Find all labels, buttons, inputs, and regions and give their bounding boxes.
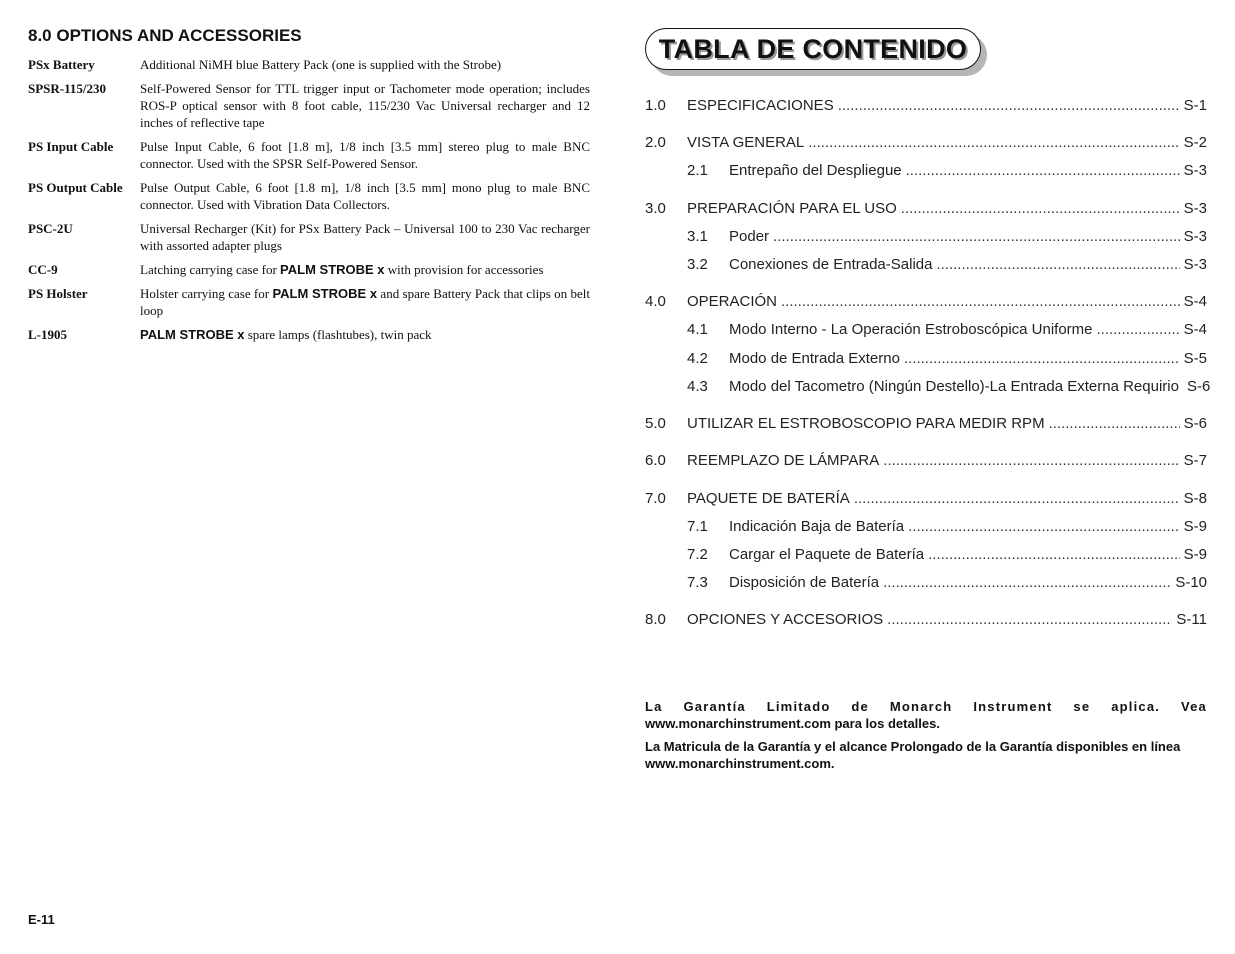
toc-leader-dots: [936, 256, 1179, 273]
toc-entry-page: S-4: [1183, 321, 1207, 338]
warranty-line-1b: www.monarchinstrument.com para los detalles.: [645, 716, 940, 731]
toc-entry-page: S-10: [1175, 574, 1207, 591]
accessory-description: [140, 285, 590, 319]
accessory-name: PSx Battery: [28, 57, 95, 72]
toc-entry-label: Disposición de Batería: [729, 574, 880, 591]
toc-entry-page: S-9: [1183, 546, 1207, 563]
accessory-description: [140, 80, 590, 131]
toc-leader-dots: [906, 162, 1180, 179]
toc-entry-number: 7.1: [687, 518, 708, 535]
toc-entry: [645, 162, 1207, 179]
toc-entry: [645, 97, 1207, 114]
toc-entry-label: Modo Interno - La Operación Estroboscópica Uniforme: [729, 321, 1093, 338]
accessory-desc-text-end: and spare Battery Pack that clips on belt loop: [140, 286, 590, 318]
toc-entry: [645, 546, 1207, 563]
accessories-list: [28, 56, 590, 350]
toc-entry-number: 4.3: [687, 378, 708, 395]
toc-entry-page: S-9: [1183, 518, 1207, 535]
toc-entry-label: PREPARACIÓN PARA EL USO: [687, 200, 897, 217]
toc-entry-page: S-3: [1183, 256, 1207, 273]
toc-entry: [645, 228, 1207, 245]
accessory-row: [28, 80, 590, 131]
toc-entry-label: OPERACIÓN: [687, 293, 778, 310]
toc-leader-dots: [901, 200, 1180, 217]
accessory-desc-text: Additional NiMH blue Battery Pack (one is supplied with the Strobe): [140, 57, 502, 72]
toc-entry-page: S-8: [1183, 490, 1207, 507]
toc-entry-number: 3.1: [687, 228, 708, 245]
toc-entry-page: S-6: [1186, 378, 1211, 395]
section-title: 8.0 OPTIONS AND ACCESSORIES: [28, 26, 302, 45]
toc-title-box: [645, 28, 981, 70]
toc-entry-number: 5.0: [645, 415, 666, 432]
toc-entry-label: UTILIZAR EL ESTROBOSCOPIO PARA MEDIR RPM: [687, 415, 1045, 432]
accessory-description: [140, 138, 590, 172]
accessory-desc-text: Self-Powered Sensor for TTL trigger input or Tachometer mode operation; includes ROS-P optical sensor with 8 foot cable, 115/230 Vac Universal recharger and 12 inches of reflective tape: [140, 81, 590, 130]
toc-leader-dots: [781, 293, 1180, 310]
toc-entry: [645, 415, 1207, 432]
toc-entry: [645, 378, 1211, 395]
toc-entry-label: PAQUETE DE BATERÍA: [687, 490, 850, 507]
toc-entry: [645, 350, 1207, 367]
toc-entry-label: Conexiones de Entrada-Salida: [729, 256, 933, 273]
toc-entry: [645, 321, 1207, 338]
accessory-name: PS Output Cable: [28, 180, 123, 195]
toc-entry: [645, 200, 1207, 217]
toc-entry-label: Cargar el Paquete de Batería: [729, 546, 925, 563]
toc-entry-page: S-1: [1183, 97, 1207, 114]
toc-entry-number: 6.0: [645, 452, 666, 469]
toc-entry-page: S-4: [1183, 293, 1207, 310]
warranty-notice: [645, 698, 1207, 772]
toc-entry-page: S-3: [1183, 162, 1207, 179]
toc-entry-number: 4.0: [645, 293, 666, 310]
toc-entry: [645, 611, 1207, 628]
product-brand-name: PALM STROBE x: [140, 327, 245, 342]
left-page: [28, 0, 590, 954]
accessory-desc-text: Universal Recharger (Kit) for PSx Battery Pack – Universal 100 to 230 Vac recharger with assorted adapter plugs: [140, 221, 590, 253]
toc-entry-number: 4.2: [687, 350, 708, 367]
accessory-desc-text: Holster carrying case for: [140, 286, 273, 301]
toc-entry-label: Indicación Baja de Batería: [729, 518, 905, 535]
toc-leader-dots: [854, 490, 1180, 507]
accessory-name: PS Holster: [28, 286, 88, 301]
accessory-name: PSC-2U: [28, 221, 73, 236]
accessory-row: [28, 261, 590, 278]
toc-entry: [645, 134, 1207, 151]
toc-entry-label: VISTA GENERAL: [687, 134, 805, 151]
toc-entry-number: 3.2: [687, 256, 708, 273]
toc-entry: [645, 490, 1207, 507]
accessory-desc-text: Latching carrying case for: [140, 262, 281, 277]
toc-leader-dots: [838, 97, 1180, 114]
accessory-desc-text: Pulse Input Cable, 6 foot [1.8 m], 1/8 inch [3.5 mm] stereo plug to male BNC connector. Used with the SPSR Self-Powered Sensor.: [140, 139, 590, 171]
page-number: E-11: [28, 912, 55, 927]
toc-entry: [645, 293, 1207, 310]
accessory-description: [140, 220, 590, 254]
accessory-name: PS Input Cable: [28, 139, 114, 154]
toc-entry-label: OPCIONES Y ACCESORIOS: [687, 611, 884, 628]
toc-leader-dots: [928, 546, 1180, 563]
toc-entry-page: S-5: [1183, 350, 1207, 367]
toc-title: TABLA DE CONTENIDO: [658, 33, 968, 64]
toc-leader-dots: [904, 350, 1180, 367]
toc-leader-dots: [883, 574, 1171, 591]
accessory-row: [28, 326, 590, 343]
warranty-line-1a: La Garantía Limitado de Monarch Instrument se aplica. Vea: [645, 699, 1207, 714]
toc-entry-number: 7.3: [687, 574, 708, 591]
toc-entry-number: 7.2: [687, 546, 708, 563]
toc-entry: [645, 256, 1207, 273]
toc-leader-dots: [908, 518, 1180, 535]
accessory-name: CC-9: [28, 262, 58, 277]
accessory-name: SPSR-115/230: [28, 81, 107, 96]
accessory-row: [28, 56, 590, 73]
product-brand-name: PALM STROBE x: [272, 286, 378, 301]
accessory-description: [140, 56, 590, 73]
toc-leader-dots: [808, 134, 1179, 151]
toc-entry-page: S-3: [1183, 200, 1207, 217]
toc-entry-label: REEMPLAZO DE LÁMPARA: [687, 452, 880, 469]
toc-entry-page: S-2: [1183, 134, 1207, 151]
accessory-row: [28, 285, 590, 319]
toc-entry-label: Modo del Tacometro (Ningún Destello)-La Entrada Externa Requirio: [729, 378, 1179, 395]
toc-entry-label: Modo de Entrada Externo: [729, 350, 900, 367]
accessory-description: [140, 326, 590, 343]
toc-entry-number: 4.1: [687, 321, 708, 338]
toc-entry: [645, 452, 1207, 469]
toc-entry-label: Entrepaño del Despliegue: [729, 162, 902, 179]
right-page: [645, 0, 1211, 954]
accessory-desc-text-end: with provision for accessories: [384, 262, 544, 277]
toc-title-badge: [645, 28, 987, 76]
toc-entry: [645, 518, 1207, 535]
toc-entry-page: S-7: [1183, 452, 1207, 469]
warranty-line-2: La Matricula de la Garantía y el alcance Prolongado de la Garantía disponibles en línea www.monarchinstrument.com.: [645, 739, 1181, 771]
toc-entry-page: S-6: [1183, 415, 1207, 432]
accessory-description: [140, 179, 590, 213]
toc-entry-number: 2.0: [645, 134, 666, 151]
accessory-row: [28, 138, 590, 172]
accessory-description: [140, 261, 590, 278]
accessory-row: [28, 179, 590, 213]
product-brand-name: PALM STROBE x: [280, 262, 385, 277]
toc-leader-dots: [773, 228, 1180, 245]
toc-entry-page: S-3: [1183, 228, 1207, 245]
toc-entry-number: 2.1: [687, 162, 708, 179]
toc-entry: [645, 574, 1207, 591]
toc-entry-number: 1.0: [645, 97, 666, 114]
toc-entry-number: 3.0: [645, 200, 666, 217]
toc-leader-dots: [1049, 415, 1180, 432]
toc-leader-dots: [883, 452, 1179, 469]
accessory-name: L-1905: [28, 327, 67, 342]
toc-entry-number: 8.0: [645, 611, 666, 628]
toc-entry-label: Poder: [729, 228, 770, 245]
accessory-desc-text-end: spare lamps (flashtubes), twin pack: [244, 327, 432, 342]
toc-leader-dots: [887, 611, 1172, 628]
toc-leader-dots: [1097, 321, 1180, 338]
accessory-desc-text: Pulse Output Cable, 6 foot [1.8 m], 1/8 inch [3.5 mm] mono plug to male BNC connector. Used with Vibration Data Collectors.: [140, 180, 590, 212]
accessory-row: [28, 220, 590, 254]
toc-entry-label: ESPECIFICACIONES: [687, 97, 834, 114]
toc-entry-page: S-11: [1176, 611, 1207, 628]
toc-entry-number: 7.0: [645, 490, 666, 507]
